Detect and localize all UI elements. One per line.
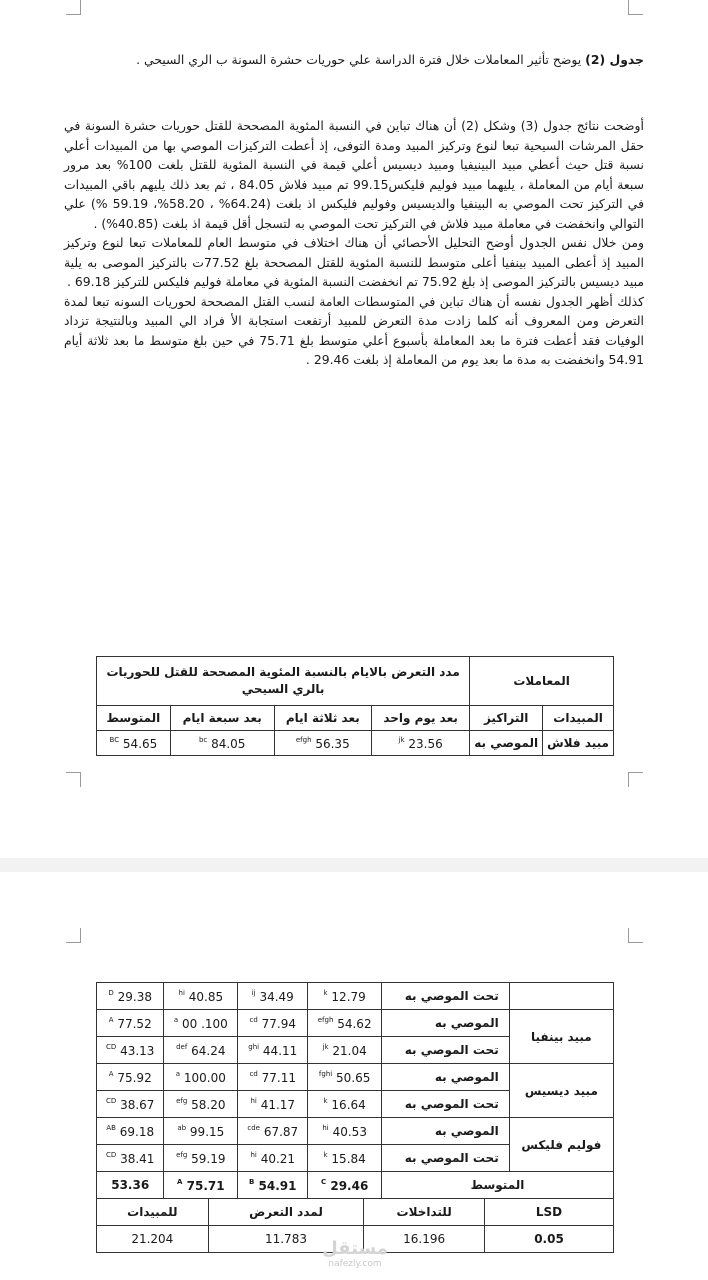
cell-letter: efgh bbox=[295, 735, 312, 744]
average-label: المتوسط bbox=[382, 1172, 614, 1199]
caption-label: جدول (2) bbox=[585, 52, 644, 67]
cell-mean bbox=[97, 731, 171, 756]
page-corner-mark bbox=[66, 928, 81, 943]
page-corner-mark bbox=[628, 928, 643, 943]
cell-concentration: تحت الموصي به bbox=[382, 1037, 510, 1064]
cell-mean bbox=[97, 1037, 164, 1064]
cell-letter: CD bbox=[105, 1096, 117, 1105]
cell-letter: hi bbox=[250, 1150, 257, 1159]
cell-day3 bbox=[238, 1091, 308, 1118]
cell-pesticide: فوليم فليكس bbox=[509, 1118, 613, 1172]
cell-concentration: تحت الموصي به bbox=[382, 1091, 510, 1118]
cell-letter: AB bbox=[106, 1123, 116, 1132]
cell-concentration: تحت الموصي به bbox=[382, 983, 510, 1010]
cell-day3 bbox=[238, 983, 308, 1010]
cell-letter: ij bbox=[251, 988, 256, 997]
results-table-part-2 bbox=[96, 982, 614, 1199]
cell-value: 69.18 bbox=[119, 1124, 155, 1139]
cell-pesticide: مبيد بينفيا bbox=[509, 1010, 613, 1064]
col-day7: بعد سبعة ايام bbox=[170, 706, 274, 731]
cell-value: 44.11 bbox=[262, 1043, 298, 1058]
cell-pesticide bbox=[509, 983, 613, 1010]
col-day1: بعد يوم واحد bbox=[372, 706, 470, 731]
cell-letter: CD bbox=[105, 1150, 117, 1159]
cell-value: 29.38 bbox=[117, 989, 152, 1004]
cell-value: 100. 00 bbox=[181, 1016, 228, 1031]
cell-day3 bbox=[274, 731, 371, 756]
cell-letter: A bbox=[177, 1177, 183, 1186]
cell-mean bbox=[97, 1145, 164, 1172]
cell-value: 29.46 bbox=[330, 1178, 369, 1193]
cell-day1 bbox=[372, 731, 470, 756]
cell-letter: B bbox=[249, 1177, 255, 1186]
lsd-v-exposure: 11.783 bbox=[208, 1226, 364, 1253]
cell-value: 43.13 bbox=[120, 1043, 155, 1058]
cell-value: 40.53 bbox=[332, 1124, 367, 1139]
cell-letter: D bbox=[108, 988, 114, 997]
cell-letter: cd bbox=[249, 1069, 258, 1078]
cell-day3 bbox=[238, 1118, 308, 1145]
cell-letter: hi bbox=[322, 1123, 329, 1132]
cell-day3 bbox=[238, 1145, 308, 1172]
watermark-arabic: مستقل bbox=[322, 1238, 388, 1259]
page-corner-mark bbox=[628, 772, 643, 787]
cell-letter: fghi bbox=[318, 1069, 333, 1078]
cell-letter: a bbox=[173, 1015, 179, 1024]
table-caption bbox=[64, 50, 644, 70]
cell-value: 54.62 bbox=[337, 1016, 372, 1031]
watermark-latin: nafezly.com bbox=[328, 1259, 382, 1269]
cell-value: 99.15 bbox=[189, 1124, 225, 1139]
lsd-v-pesticides: 21.204 bbox=[97, 1226, 209, 1253]
col-mean: المتوسط bbox=[97, 706, 171, 731]
cell-letter: cde bbox=[247, 1123, 260, 1132]
cell-concentration: الموصي به bbox=[382, 1118, 510, 1145]
cell-day1 bbox=[308, 1091, 382, 1118]
cell-value: 53.36 bbox=[111, 1178, 150, 1192]
cell-value: 100.00 bbox=[183, 1070, 226, 1085]
cell-day1 bbox=[308, 1037, 382, 1064]
cell-concentration: الموصي به bbox=[382, 1010, 510, 1037]
cell-letter: CD bbox=[105, 1042, 117, 1051]
cell-value: 15.84 bbox=[331, 1151, 366, 1166]
col-concentration: التراكيز bbox=[470, 706, 543, 731]
cell-letter: efg bbox=[176, 1150, 188, 1159]
cell-concentration: تحت الموصي به bbox=[382, 1145, 510, 1172]
cell-letter: A bbox=[108, 1069, 114, 1078]
lsd-label: LSD bbox=[485, 1199, 614, 1226]
avg-mean bbox=[97, 1172, 164, 1199]
page-separator bbox=[0, 858, 708, 872]
cell-value: 58.20 bbox=[191, 1097, 226, 1112]
cell-day3 bbox=[238, 1010, 308, 1037]
cell-letter: hi bbox=[250, 1096, 257, 1105]
page-corner-mark bbox=[66, 0, 81, 15]
paragraph: ومن خلال نفس الجدول أوضح التحليل الأحصائي أن هناك اختلاف في متوسط العام للمعاملات تبعا لنوع وتركيز المبيد إذ أعطى المبيد بينفيا أعلى متوسط للنسبة المئوية للقتل المصححة بلغ 77.52ت بالتركيز الموصى به يلية مبيد ديسيس بالتركيز الموصى إذ بلغ 75.92 تم انخفضت النسبة المئوية في معاملة فوليم فليكس للتركيز 69.18 . bbox=[64, 235, 644, 289]
cell-value: 84.05 bbox=[211, 736, 246, 751]
col-pesticides: المبيدات bbox=[543, 706, 614, 731]
paragraph: كذلك أظهر الجدول نفسه أن هناك تباين في المتوسطات العامة لنسب القتل المصححة لحوريات السونه تبعا لمدة التعرض ومن المعروف أنه كلما زادت مدة التعرض للمبيد أرتفعت استجابة الأ فراد الي المبيد وبالنتيجة تزداد الوفيات فقد أعطت فترة ما بعد المعاملة بأسبوع أعلي متوسط بلغ 75.71 في حين بلغ متوسط ما بعد ثلاثة أيام 54.91 وانخفضت به مدة ما بعد يوم من المعاملة إذ بلغت 29.46 . bbox=[64, 293, 644, 367]
cell-day1 bbox=[308, 1118, 382, 1145]
cell-day7 bbox=[164, 983, 238, 1010]
cell-value: 40.85 bbox=[188, 989, 224, 1004]
cell-mean bbox=[97, 1091, 164, 1118]
lsd-h-interactions: للتداخلات bbox=[364, 1199, 485, 1226]
cell-day3 bbox=[238, 1037, 308, 1064]
cell-letter: jk bbox=[398, 735, 405, 744]
cell-concentration: الموصي به bbox=[382, 1064, 510, 1091]
cell-value: 34.49 bbox=[259, 989, 294, 1004]
avg-day1 bbox=[308, 1172, 382, 1199]
cell-day1 bbox=[308, 1145, 382, 1172]
cell-value: 75.71 bbox=[186, 1178, 225, 1193]
lsd-header-row bbox=[97, 1199, 614, 1226]
page-corner-mark bbox=[628, 0, 643, 15]
cell-day1 bbox=[308, 983, 382, 1010]
cell-value: 21.04 bbox=[332, 1043, 367, 1058]
watermark bbox=[300, 1238, 410, 1269]
body-text bbox=[64, 116, 644, 370]
cell-value: 54.91 bbox=[258, 1178, 297, 1193]
cell-letter: k bbox=[323, 988, 328, 997]
cell-letter: def bbox=[176, 1042, 188, 1051]
cell-pesticide: مبيد فلاش bbox=[543, 731, 614, 756]
cell-value: 77.11 bbox=[261, 1070, 297, 1085]
cell-value: 12.79 bbox=[331, 989, 366, 1004]
avg-day7 bbox=[164, 1172, 238, 1199]
cell-value: 16.64 bbox=[331, 1097, 366, 1112]
cell-value: 23.56 bbox=[408, 736, 443, 751]
caption-text: يوضح تأثير المعاملات خلال فترة الدراسة علي حوريات حشرة السونة ب الري السيحي . bbox=[136, 52, 586, 67]
cell-pesticide: مبيد ديسيس bbox=[509, 1064, 613, 1118]
header-exposure: مدد التعرض بالايام بالنسبة المئوية المصححة للقتل للحوريات بالري السيحي bbox=[97, 657, 470, 706]
cell-mean bbox=[97, 1010, 164, 1037]
cell-value: 77.94 bbox=[261, 1016, 297, 1031]
col-day3: بعد ثلاثة ايام bbox=[274, 706, 371, 731]
cell-value: 50.65 bbox=[336, 1070, 371, 1085]
cell-letter: efgh bbox=[317, 1015, 334, 1024]
lsd-v-interactions: 16.196 bbox=[364, 1226, 485, 1253]
cell-mean bbox=[97, 983, 164, 1010]
cell-letter: ghi bbox=[248, 1042, 260, 1051]
cell-value: 75.92 bbox=[117, 1070, 152, 1085]
cell-day7 bbox=[164, 1064, 238, 1091]
cell-mean bbox=[97, 1118, 164, 1145]
cell-value: 64.24 bbox=[191, 1043, 226, 1058]
cell-day7 bbox=[164, 1118, 238, 1145]
cell-day7 bbox=[170, 731, 274, 756]
avg-day3 bbox=[238, 1172, 308, 1199]
cell-letter: jk bbox=[322, 1042, 329, 1051]
cell-value: 77.52 bbox=[117, 1016, 152, 1031]
paragraph: أوضحت نتائج جدول (3) وشكل (2) أن هناك تباين في النسبة المئوية المصححة للقتل حوريات حشرة السونة في حقل المرشات السيحية تبعا لنوع وتركيز المبيد ومدة التوفى، إذ أعطت التركيزات الموصي بها من المبيدات أعلي نسبة قتل حيث أعطي مبيد البينيفيا ومبيد ديسيس أعلي قيمة في النسبة المئوية للقتل بلغت 100% بعد مرور سبعة أيام من المعاملة ، يليهما مبيد فوليم فليكس99.15 تم مبيد فلاش 84.05 ، ثم بعد ذلك يليهم باقي المبيدات في التركيز تحت الموصي به البينفيا والديسيس وفوليم فليكس اذ بلغت (64.24% ، 58.20%، 59.19 %) علي التوالي وانخفضت في معاملة مبيد فلاش في التركيز تحت الموصي به لتسجل أقل قيمة اذ بلغت (40.85%) . bbox=[64, 118, 644, 231]
header-treatments: المعاملات bbox=[470, 657, 614, 706]
cell-value: 40.21 bbox=[260, 1151, 296, 1166]
cell-value: 38.67 bbox=[120, 1097, 155, 1112]
cell-letter: a bbox=[175, 1069, 181, 1078]
cell-value: 56.35 bbox=[315, 736, 350, 751]
cell-letter: bc bbox=[198, 735, 208, 744]
cell-day1 bbox=[308, 1064, 382, 1091]
cell-letter: A bbox=[108, 1015, 114, 1024]
page-corner-mark bbox=[66, 772, 81, 787]
table-row bbox=[97, 1010, 614, 1037]
lsd-h-pesticides: للمبيدات bbox=[97, 1199, 209, 1226]
cell-value: 38.41 bbox=[120, 1151, 155, 1166]
cell-letter: BC bbox=[109, 735, 120, 744]
cell-letter: C bbox=[321, 1177, 327, 1186]
lsd-h-exposure: لمدد التعرض bbox=[208, 1199, 364, 1226]
cell-value: 67.87 bbox=[263, 1124, 299, 1139]
cell-day7 bbox=[164, 1091, 238, 1118]
table-row bbox=[97, 731, 614, 756]
cell-day7 bbox=[164, 1010, 238, 1037]
lsd-level: 0.05 bbox=[485, 1226, 614, 1253]
cell-day1 bbox=[308, 1010, 382, 1037]
cell-day7 bbox=[164, 1145, 238, 1172]
cell-letter: ab bbox=[177, 1123, 187, 1132]
table-row bbox=[97, 983, 614, 1010]
cell-day7 bbox=[164, 1037, 238, 1064]
table-row bbox=[97, 1118, 614, 1145]
cell-letter: k bbox=[323, 1096, 328, 1105]
cell-letter: cd bbox=[249, 1015, 258, 1024]
cell-letter: efg bbox=[176, 1096, 188, 1105]
average-row bbox=[97, 1172, 614, 1199]
results-table-part-1 bbox=[96, 656, 614, 756]
cell-day3 bbox=[238, 1064, 308, 1091]
cell-mean bbox=[97, 1064, 164, 1091]
cell-value: 41.17 bbox=[260, 1097, 296, 1112]
table-row bbox=[97, 1064, 614, 1091]
cell-letter: k bbox=[323, 1150, 328, 1159]
cell-value: 54.65 bbox=[122, 736, 158, 751]
cell-value: 59.19 bbox=[191, 1151, 226, 1166]
cell-letter: hi bbox=[178, 988, 185, 997]
cell-concentration: الموصي به bbox=[470, 731, 543, 756]
